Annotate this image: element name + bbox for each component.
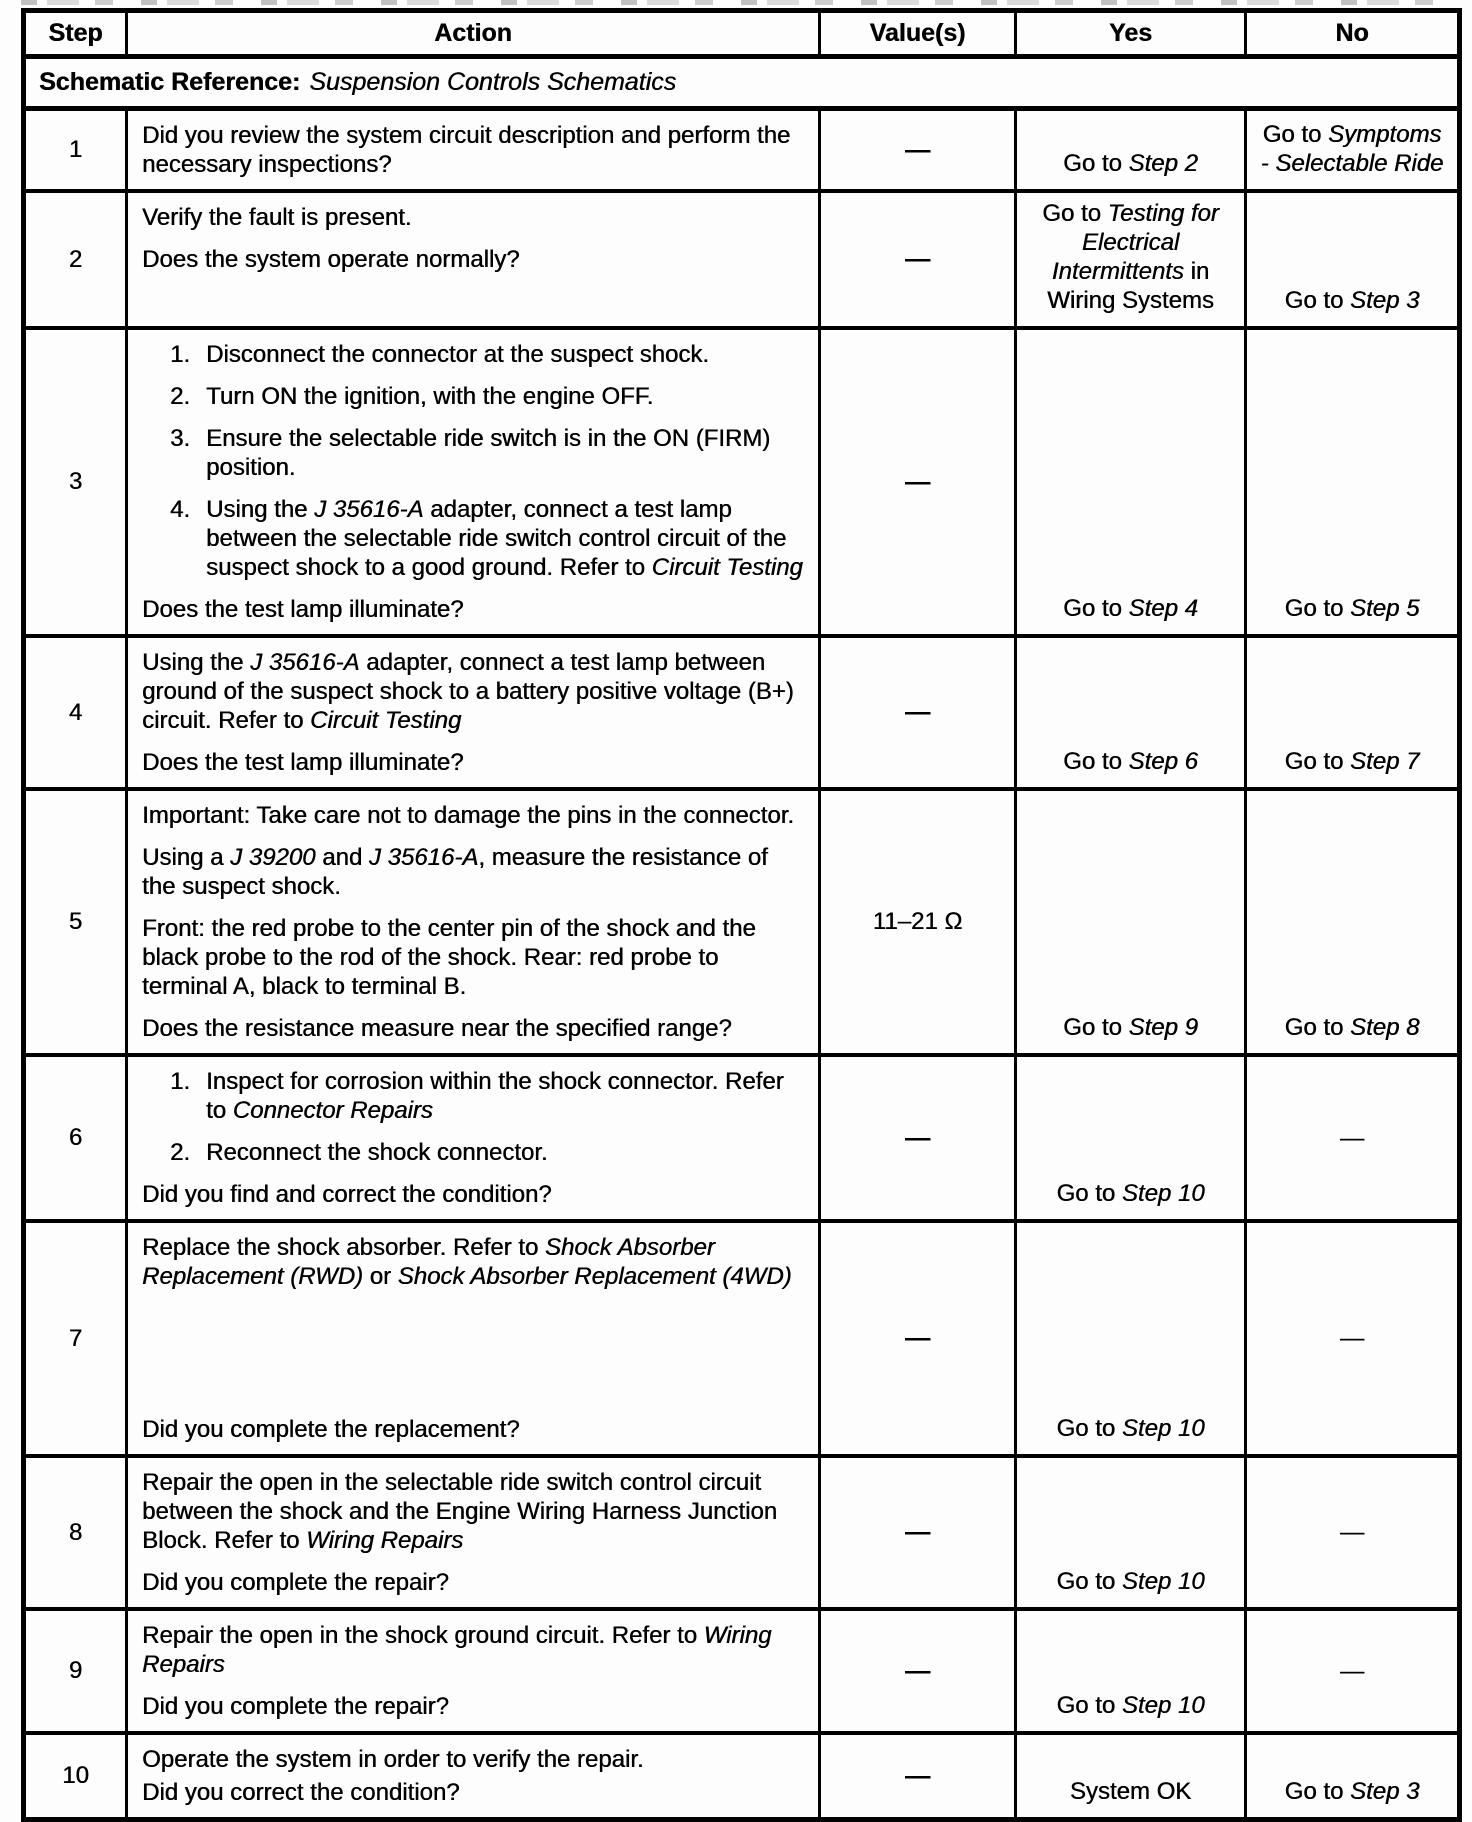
value-dash: —: [905, 1123, 930, 1152]
action-paragraph: Front: the red probe to the center pin of the shock and the black probe to the rod of the shock. Rear: red probe to terminal A, black to terminal B.: [142, 915, 756, 1000]
yes-cell: Go to Step 2: [1016, 109, 1246, 192]
value-cell: [820, 636, 1016, 789]
table-row: [24, 1221, 1460, 1456]
action-question: Did you find and correct the condition?: [142, 1181, 552, 1208]
header-action: Action: [127, 11, 820, 57]
value-cell: [820, 789, 1016, 1055]
action-list-item: [142, 1067, 804, 1125]
schematic-reference: [24, 57, 1460, 109]
diagnostic-table: [21, 8, 1462, 1822]
action-paragraph: Operate the system in order to verify the repair.: [142, 1746, 644, 1773]
yes-cell: Go to Step 10: [1016, 1609, 1246, 1733]
no-cell: Go to Step 8: [1246, 789, 1460, 1055]
no-cell: Go to Step 3: [1246, 191, 1460, 328]
step-cell: 1: [24, 109, 127, 192]
value-dash: —: [905, 698, 930, 726]
table-row: [24, 1055, 1460, 1221]
step-cell: 6: [24, 1055, 127, 1221]
value-dash: —: [905, 1518, 930, 1546]
no-cell: —: [1246, 1055, 1460, 1221]
no-cell: Go to Step 3: [1246, 1733, 1460, 1820]
action-cell: [127, 1733, 820, 1820]
list-text: Turn ON the ignition, with the engine OFF.: [206, 383, 654, 410]
step-cell: 3: [24, 328, 127, 636]
action-question: Does the resistance measure near the specified range?: [142, 1015, 732, 1042]
value-cell: [820, 1733, 1016, 1820]
action-question: Did you complete the repair?: [142, 1693, 449, 1720]
action-cell: [127, 1609, 820, 1733]
yes-cell: Go to Step 9: [1016, 789, 1246, 1055]
action-paragraph: Important: Take care not to damage the pins in the connector.: [142, 802, 794, 829]
value-text: 11–21 Ω: [872, 908, 963, 935]
action-paragraph: Using a J 39200 and J 35616-A, measure the resistance of the suspect shock.: [142, 844, 768, 900]
scan-artifact: [21, 0, 1457, 5]
table-row: [24, 636, 1460, 789]
step-cell: 9: [24, 1609, 127, 1733]
action-question: Did you correct the condition?: [142, 1779, 460, 1806]
value-dash: —: [905, 245, 930, 273]
value-cell: [820, 1456, 1016, 1609]
action-cell: [127, 789, 820, 1055]
yes-cell: Go to Step 10: [1016, 1055, 1246, 1221]
step-cell: 5: [24, 789, 127, 1055]
action-paragraph: Did you review the system circuit description and perform the necessary inspections?: [142, 122, 791, 178]
action-list-item: [142, 340, 804, 369]
table-row: [24, 1609, 1460, 1733]
list-number: 1.: [170, 341, 191, 368]
action-cell: [127, 1456, 820, 1609]
action-question: Did you complete the replacement?: [142, 1416, 520, 1443]
yes-cell: System OK: [1016, 1733, 1246, 1820]
value-dash: —: [905, 1656, 930, 1685]
value-dash: —: [905, 1324, 930, 1352]
list-number: 3.: [170, 425, 191, 452]
list-text: Ensure the selectable ride switch is in the ON (FIRM) position.: [206, 425, 771, 481]
no-cell: —: [1246, 1456, 1460, 1609]
list-text: Disconnect the connector at the suspect shock.: [206, 341, 709, 368]
action-list-item: [142, 382, 804, 411]
action-list-item: [142, 495, 804, 582]
header-row: [24, 11, 1460, 57]
value-cell: [820, 191, 1016, 328]
schematic-reference-value: Suspension Controls Schematics: [309, 68, 677, 96]
yes-cell: Go to Step 4: [1016, 328, 1246, 636]
action-question: Does the test lamp illuminate?: [142, 596, 464, 623]
list-text: Inspect for corrosion within the shock connector. Refer to Connector Repairs: [206, 1068, 784, 1124]
action-list-item: [142, 1138, 804, 1167]
action-paragraph: Verify the fault is present.: [142, 204, 412, 231]
value-cell: [820, 328, 1016, 636]
header-step: Step: [24, 11, 127, 57]
yes-cell: Go to Step 6: [1016, 636, 1246, 789]
action-cell: [127, 1055, 820, 1221]
yes-cell: Go to Step 10: [1016, 1221, 1246, 1456]
value-cell: [820, 1609, 1016, 1733]
value-cell: [820, 1055, 1016, 1221]
no-cell: —: [1246, 1609, 1460, 1733]
no-cell: Go to Step 5: [1246, 328, 1460, 636]
action-paragraph: Replace the shock absorber. Refer to Shock Absorber Replacement (RWD) or Shock Absorber Replacement (4WD): [142, 1234, 792, 1290]
action-paragraph: Repair the open in the shock ground circuit. Refer to Wiring Repairs: [142, 1622, 772, 1678]
no-cell: Go to Step 7: [1246, 636, 1460, 789]
action-question: Did you complete the repair?: [142, 1569, 449, 1596]
table-row: [24, 789, 1460, 1055]
step-cell: 7: [24, 1221, 127, 1456]
table-row: [24, 1733, 1460, 1820]
value-dash: —: [905, 135, 930, 164]
action-paragraph: Using the J 35616-A adapter, connect a test lamp between ground of the suspect shock to a battery positive voltage (B+) circuit. Refer to Circuit Testing: [142, 649, 794, 734]
list-text: Using the J 35616-A adapter, connect a test lamp between the selectable ride switch control circuit of the suspect shock to a good ground. Refer to Circuit Testing: [206, 496, 803, 581]
value-dash: —: [905, 467, 930, 496]
action-cell: [127, 109, 820, 192]
value-dash: —: [905, 1761, 930, 1790]
action-list-item: [142, 424, 804, 482]
table-row: [24, 1456, 1460, 1609]
list-number: 2.: [170, 383, 191, 410]
yes-cell: Go to Testing for Electrical Intermittents in Wiring Systems: [1016, 191, 1246, 328]
action-paragraph: Repair the open in the selectable ride switch control circuit between the shock and the Engine Wiring Harness Junction Block. Refer to Wiring Repairs: [142, 1469, 778, 1554]
action-cell: [127, 636, 820, 789]
step-cell: 4: [24, 636, 127, 789]
schematic-reference-label: Schematic Reference:: [39, 68, 301, 96]
step-cell: 10: [24, 1733, 127, 1820]
yes-cell: Go to Step 10: [1016, 1456, 1246, 1609]
list-number: 4.: [170, 496, 191, 523]
value-cell: [820, 109, 1016, 192]
table-row: [24, 191, 1460, 328]
header-yes: Yes: [1016, 11, 1246, 57]
table-row: [24, 109, 1460, 192]
action-cell: [127, 191, 820, 328]
step-cell: 2: [24, 191, 127, 328]
step-cell: 8: [24, 1456, 127, 1609]
header-values: Value(s): [820, 11, 1016, 57]
header-no: No: [1246, 11, 1460, 57]
schematic-reference-row: [24, 57, 1460, 109]
list-number: 1.: [170, 1068, 191, 1095]
action-question: Does the test lamp illuminate?: [142, 749, 464, 776]
list-text: Reconnect the shock connector.: [206, 1139, 548, 1166]
action-question: Does the system operate normally?: [142, 246, 520, 273]
no-cell: —: [1246, 1221, 1460, 1456]
table-row: [24, 328, 1460, 636]
no-cell: Go to Symptoms - Selectable Ride: [1246, 109, 1460, 192]
value-cell: [820, 1221, 1016, 1456]
action-cell: [127, 1221, 820, 1456]
list-number: 2.: [170, 1139, 191, 1166]
action-cell: [127, 328, 820, 636]
